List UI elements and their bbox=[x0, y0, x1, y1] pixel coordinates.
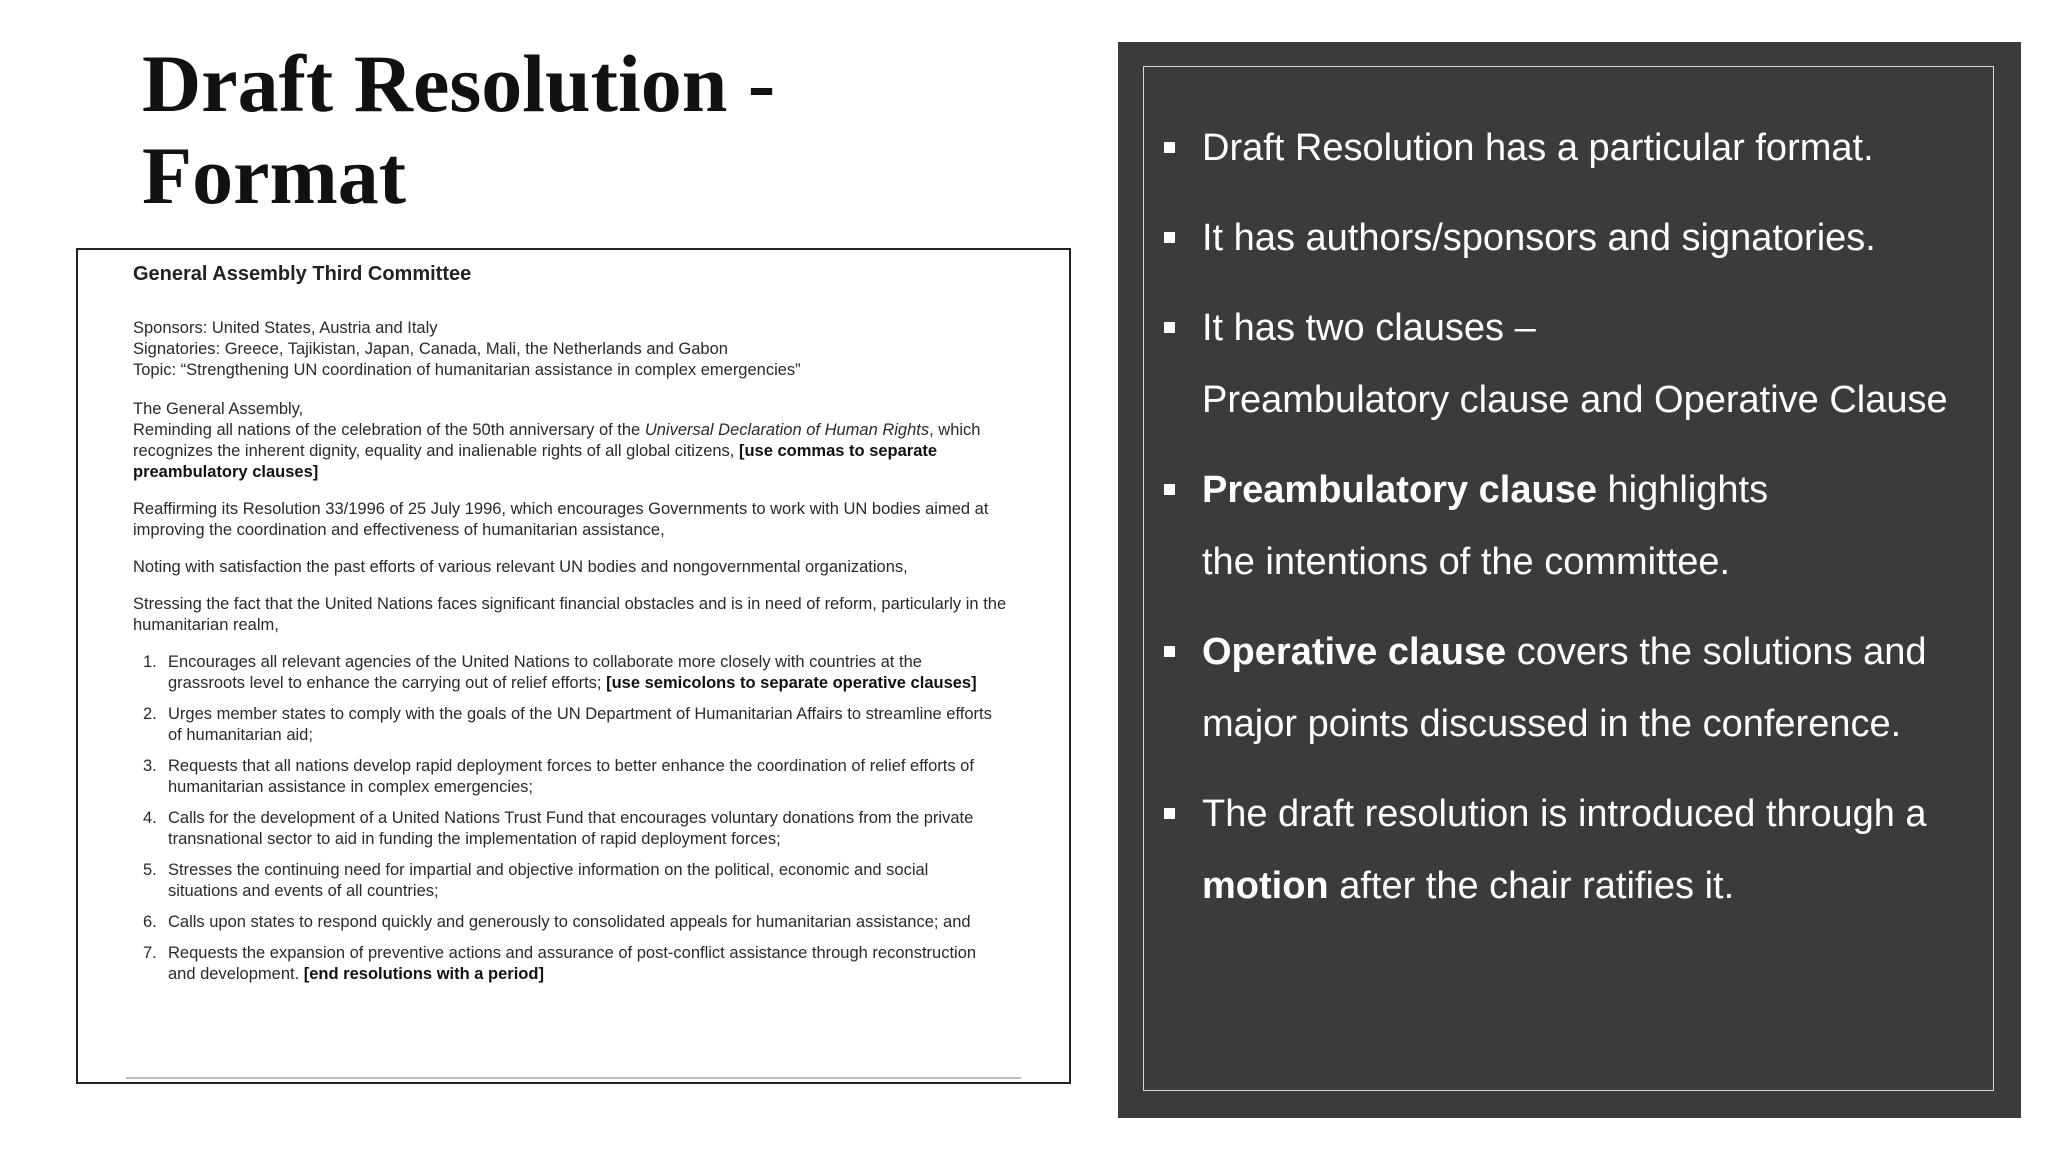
operative-number: 3. bbox=[143, 757, 157, 775]
operative-number: 7. bbox=[143, 944, 157, 962]
preamble1-text-a: Reminding all nations of the celebration of the 50th anniversary of the bbox=[133, 421, 645, 439]
bullet-item-operative bbox=[1164, 616, 1964, 760]
operative-number: 2. bbox=[143, 705, 157, 723]
document-meta bbox=[133, 318, 1033, 381]
bullet-text-end: after the chair ratifies it. bbox=[1328, 865, 1735, 907]
document-topic: Topic: “Strengthening UN coordination of humanitarian assistance in complex emergencies” bbox=[133, 361, 801, 379]
preambulatory-clause-4: Stressing the fact that the United Nations faces significant financial obstacles and is in need of reform, particularly in the humanitarian realm, bbox=[133, 595, 1007, 634]
slide-title bbox=[142, 38, 775, 222]
bullet-text-line2: the intentions of the committee. bbox=[1202, 541, 1731, 583]
operative-clause-4 bbox=[133, 808, 998, 850]
operative-text: Requests the expansion of preventive actions and assurance of post-conflict assistance through reconstruction and development. bbox=[168, 944, 977, 983]
preambulatory-clause-1 bbox=[133, 420, 1033, 483]
operative-clause-1 bbox=[133, 652, 998, 694]
operative-number: 4. bbox=[143, 809, 157, 827]
preambulatory-clause-3: Noting with satisfaction the past efforts of various relevant UN bodies and nongovernmental organizations, bbox=[133, 558, 908, 576]
operative-text: Requests that all nations develop rapid deployment forces to better enhance the coordination of relief efforts of humanitarian assistance in complex emergencies; bbox=[168, 757, 974, 796]
bullet-item-motion bbox=[1164, 778, 1964, 922]
operative-number: 1. bbox=[143, 653, 157, 671]
operative-text: Calls upon states to respond quickly and generously to consolidated appeals for humanitarian assistance; and bbox=[168, 913, 971, 931]
operative-text: Calls for the development of a United Nations Trust Fund that encourages voluntary donations from the private transnational sector to aid in funding the implementation of rapid deployment forces; bbox=[168, 809, 974, 848]
bullet-item-preambulatory bbox=[1164, 454, 1964, 598]
bullet-text-line2: Preambulatory clause and Operative Clause bbox=[1202, 379, 1948, 421]
draft-resolution-document-image bbox=[76, 248, 1071, 1084]
operative-clause-7 bbox=[133, 943, 998, 985]
operative-text: Urges member states to comply with the goals of the UN Department of Humanitarian Affairs to streamline efforts of humanitarian aid; bbox=[168, 705, 992, 744]
square-bullet-icon bbox=[1164, 232, 1175, 243]
square-bullet-icon bbox=[1164, 142, 1175, 153]
square-bullet-icon bbox=[1164, 322, 1175, 333]
bullet-list bbox=[1164, 112, 1964, 940]
bullet-text: highlights bbox=[1596, 469, 1769, 511]
operative-clauses-list bbox=[133, 652, 1033, 985]
preamble1-italic: Universal Declaration of Human Rights bbox=[644, 421, 930, 439]
bullet-item-sponsors bbox=[1164, 202, 1964, 274]
square-bullet-icon bbox=[1164, 808, 1175, 819]
bullet-panel bbox=[1118, 42, 2021, 1118]
operative-clause-6 bbox=[133, 912, 998, 933]
operative-clause-5 bbox=[133, 860, 998, 902]
operative-text: Stresses the continuing need for impartial and objective information on the political, economic and social situations and events of all countries; bbox=[168, 861, 929, 900]
preamble1-text-b: , which recognizes the inherent dignity, equality and inalienable rights of all global citizens, bbox=[133, 421, 981, 460]
operative-note: [use semicolons to separate operative clauses] bbox=[606, 674, 977, 692]
bullet-bold-term: motion bbox=[1202, 865, 1329, 907]
preambulatory-clause-2: Reaffirming its Resolution 33/1996 of 25 July 1996, which encourages Governments to work with UN bodies aimed at improving the coordination and effectiveness of humanitarian assistance, bbox=[133, 500, 989, 539]
document-signatories: Signatories: Greece, Tajikistan, Japan, Canada, Mali, the Netherlands and Gabon bbox=[133, 340, 728, 358]
document-heading: General Assembly Third Committee bbox=[133, 263, 472, 285]
square-bullet-icon bbox=[1164, 646, 1175, 657]
square-bullet-icon bbox=[1164, 484, 1175, 495]
bullet-text: Draft Resolution has a particular format. bbox=[1202, 127, 1874, 169]
operative-number: 6. bbox=[143, 913, 157, 931]
bullet-text: The draft resolution is introduced through a bbox=[1202, 793, 1927, 835]
bullet-text-line1: It has two clauses – bbox=[1202, 307, 1536, 349]
operative-text: Encourages all relevant agencies of the United Nations to collaborate more closely with countries at the grassroots level to enhance the carrying out of relief efforts; bbox=[168, 653, 922, 692]
document-bottom-divider bbox=[126, 1077, 1021, 1079]
slide-title-line1: Draft Resolution - bbox=[142, 38, 776, 129]
document-assembly: The General Assembly, bbox=[133, 400, 304, 418]
bullet-bold-term: Operative clause bbox=[1202, 631, 1507, 673]
operative-clause-2 bbox=[133, 704, 998, 746]
slide-title-line2: Format bbox=[142, 130, 407, 221]
bullet-text: It has authors/sponsors and signatories. bbox=[1202, 217, 1876, 259]
operative-note: [end resolutions with a period] bbox=[303, 965, 544, 983]
bullet-item-format bbox=[1164, 112, 1964, 184]
operative-clause-3 bbox=[133, 756, 998, 798]
document-sponsors: Sponsors: United States, Austria and Italy bbox=[133, 319, 438, 337]
preamble-block-1 bbox=[133, 399, 1033, 483]
bullet-text: covers the solutions and major points discussed in the conference. bbox=[1202, 631, 1927, 745]
preamble1-note: [use commas to separate preambulatory clauses] bbox=[133, 442, 938, 481]
bullet-item-clauses bbox=[1164, 292, 1964, 436]
document-content bbox=[133, 262, 1033, 995]
operative-number: 5. bbox=[143, 861, 157, 879]
bullet-bold-term: Preambulatory clause bbox=[1202, 469, 1597, 511]
